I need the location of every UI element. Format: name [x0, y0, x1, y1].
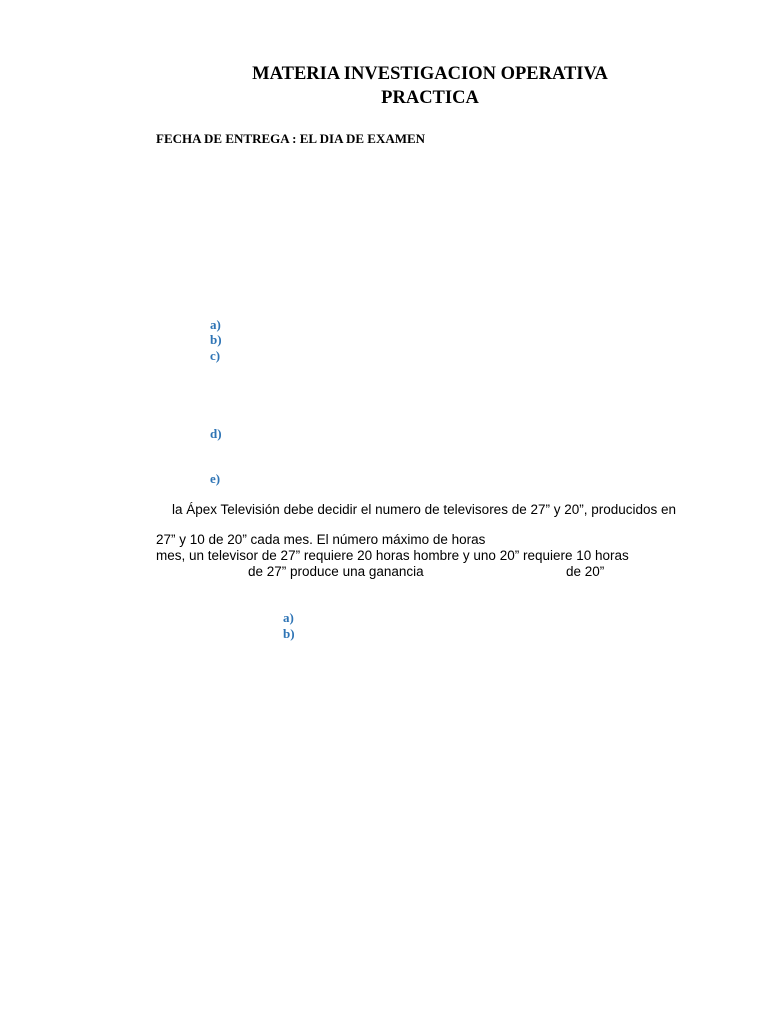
page-title: MATERIA INVESTIGACION OPERATIVA [252, 64, 608, 84]
list-marker-b: b) [210, 332, 222, 347]
problem-line-3: mes, un televisor de 27” requiere 20 horas hombre y uno 20” requiere 10 horas [156, 548, 629, 563]
list-marker-a: a) [210, 317, 221, 332]
problem-line-4b: de 20” [566, 564, 605, 579]
problem-line-1: la Ápex Televisión debe decidir el numero de televisores de 27” y 20”, producidos en [172, 502, 677, 517]
list-marker-d: d) [210, 426, 222, 441]
list-marker-c: c) [210, 348, 221, 363]
problem-line-4a: de 27” produce una ganancia [248, 564, 424, 579]
list2-marker-b: b) [283, 626, 295, 641]
list-marker-e: e) [210, 471, 221, 486]
delivery-date-heading: FECHA DE ENTREGA : EL DIA DE EXAMEN [156, 131, 426, 146]
page-subtitle: PRACTICA [381, 88, 479, 108]
problem-line-2: 27” y 10 de 20” cada mes. El número máximo de horas [156, 532, 486, 547]
list2-marker-a: a) [283, 610, 294, 625]
